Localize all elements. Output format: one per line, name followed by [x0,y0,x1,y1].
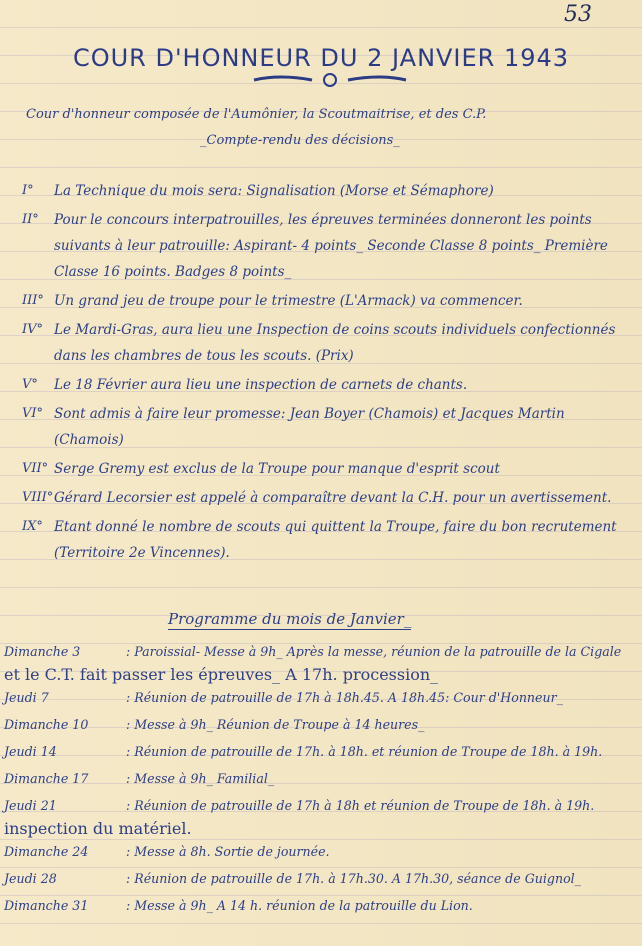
schedule-day: Dimanche 24 [4,844,89,859]
schedule-desc: : Réunion de patrouille de 17h. à 18h. et réunion de Troupe de 18h. à 19h. [126,744,603,759]
schedule-day: Jeudi 28 [4,871,57,886]
schedule-row [4,838,640,865]
program-title: Programme du mois de Janvier_ [168,610,412,628]
decision-number: II° [22,212,39,227]
decision-text: Un grand jeu de troupe pour le trimestre (L'Armack) va commencer. [54,293,523,309]
decision-text: Etant donné le nombre de scouts qui quittent la Troupe, faire du bon recrutement (Territoire 2e Vincennes). [54,519,617,561]
decision-number: I° [22,183,34,198]
decision-text: Le Mardi-Gras, aura lieu une Inspection de coins scouts individuels confectionnés dans les chambres de tous les scouts. (Prix) [54,322,616,364]
schedule-row [4,865,640,892]
decision-item [22,372,632,398]
decision-number: V° [22,377,38,392]
schedule-day: Dimanche 31 [4,898,89,913]
decision-text: Sont admis à faire leur promesse: Jean Boyer (Chamois) et Jacques Martin (Chamois) [54,406,565,448]
decision-item [22,456,632,482]
schedule-day: Dimanche 17 [4,771,89,786]
schedule-day: Jeudi 14 [4,744,57,759]
schedule-row [4,638,640,665]
page-number: 53 [564,2,592,27]
schedule-row [4,765,640,792]
schedule-desc: : Réunion de patrouille de 17h. à 17h.30. A 17h.30, séance de Guignol_ [126,871,581,886]
decision-text: La Technique du mois sera: Signalisation (Morse et Sémaphore) [54,183,494,199]
schedule-desc: : Paroissial- Messe à 9h_ Après la messe, réunion de la patrouille de la Cigale [126,644,622,659]
schedule-desc: : Messe à 8h. Sortie de journée. [126,844,330,859]
schedule-row [4,684,640,711]
schedule-desc-cont: et le C.T. fait passer les épreuves_ A 17h. procession_ [4,665,439,684]
schedule-list [4,638,640,919]
schedule-row [4,792,640,819]
decision-item [22,401,632,453]
decision-text: Gérard Lecorsier est appelé à comparaître devant la C.H. pour un avertissement. [54,490,612,506]
decision-item [22,317,632,369]
title-ornament [250,70,410,90]
decision-number: VIII° [22,490,54,505]
intro-line: Cour d'honneur composée de l'Aumônier, la Scoutmaitrise, et des C.P. [26,107,487,122]
schedule-desc: : Messe à 9h_ A 14 h. réunion de la patrouille du Lion. [126,898,473,913]
page-title: COUR D'HONNEUR DU 2 JANVIER 1943 [72,44,570,72]
decisions-list [22,178,632,569]
decision-text: Le 18 Février aura lieu une inspection de carnets de chants. [54,377,468,393]
schedule-day: Jeudi 21 [4,798,57,813]
decision-number: IX° [22,519,43,534]
subheading: _Compte-rendu des décisions_ [200,133,400,148]
schedule-desc: : Réunion de patrouille de 17h à 18h et réunion de Troupe de 18h. à 19h. [126,798,595,813]
decision-item [22,514,632,566]
schedule-desc: : Réunion de patrouille de 17h à 18h.45. A 18h.45: Cour d'Honneur_ [126,690,563,705]
decision-number: IV° [22,322,44,337]
schedule-row [4,711,640,738]
schedule-desc: : Messe à 9h_ Familial_ [126,771,275,786]
decision-number: III° [22,293,44,308]
schedule-day: Dimanche 10 [4,717,89,732]
decision-text: Serge Gremy est exclus de la Troupe pour manque d'esprit scout [54,461,500,477]
decision-number: VI° [22,406,44,421]
schedule-row [4,738,640,765]
decision-item [22,178,632,204]
schedule-day: Dimanche 3 [4,644,81,659]
decision-text: Pour le concours interpatrouilles, les épreuves terminées donneront les points suivants à leur patrouille: Aspirant- 4 points_ Seconde Classe 8 points_ Première Classe 16 points. Badges 8 points_ [54,212,608,280]
decision-item [22,207,632,285]
decision-item [22,485,632,511]
schedule-desc-cont: inspection du matériel. [4,819,192,838]
decision-number: VII° [22,461,49,476]
schedule-day: Jeudi 7 [4,690,49,705]
decision-item [22,288,632,314]
schedule-row [4,892,640,919]
schedule-desc: : Messe à 9h_ Réunion de Troupe à 14 heures_ [126,717,425,732]
